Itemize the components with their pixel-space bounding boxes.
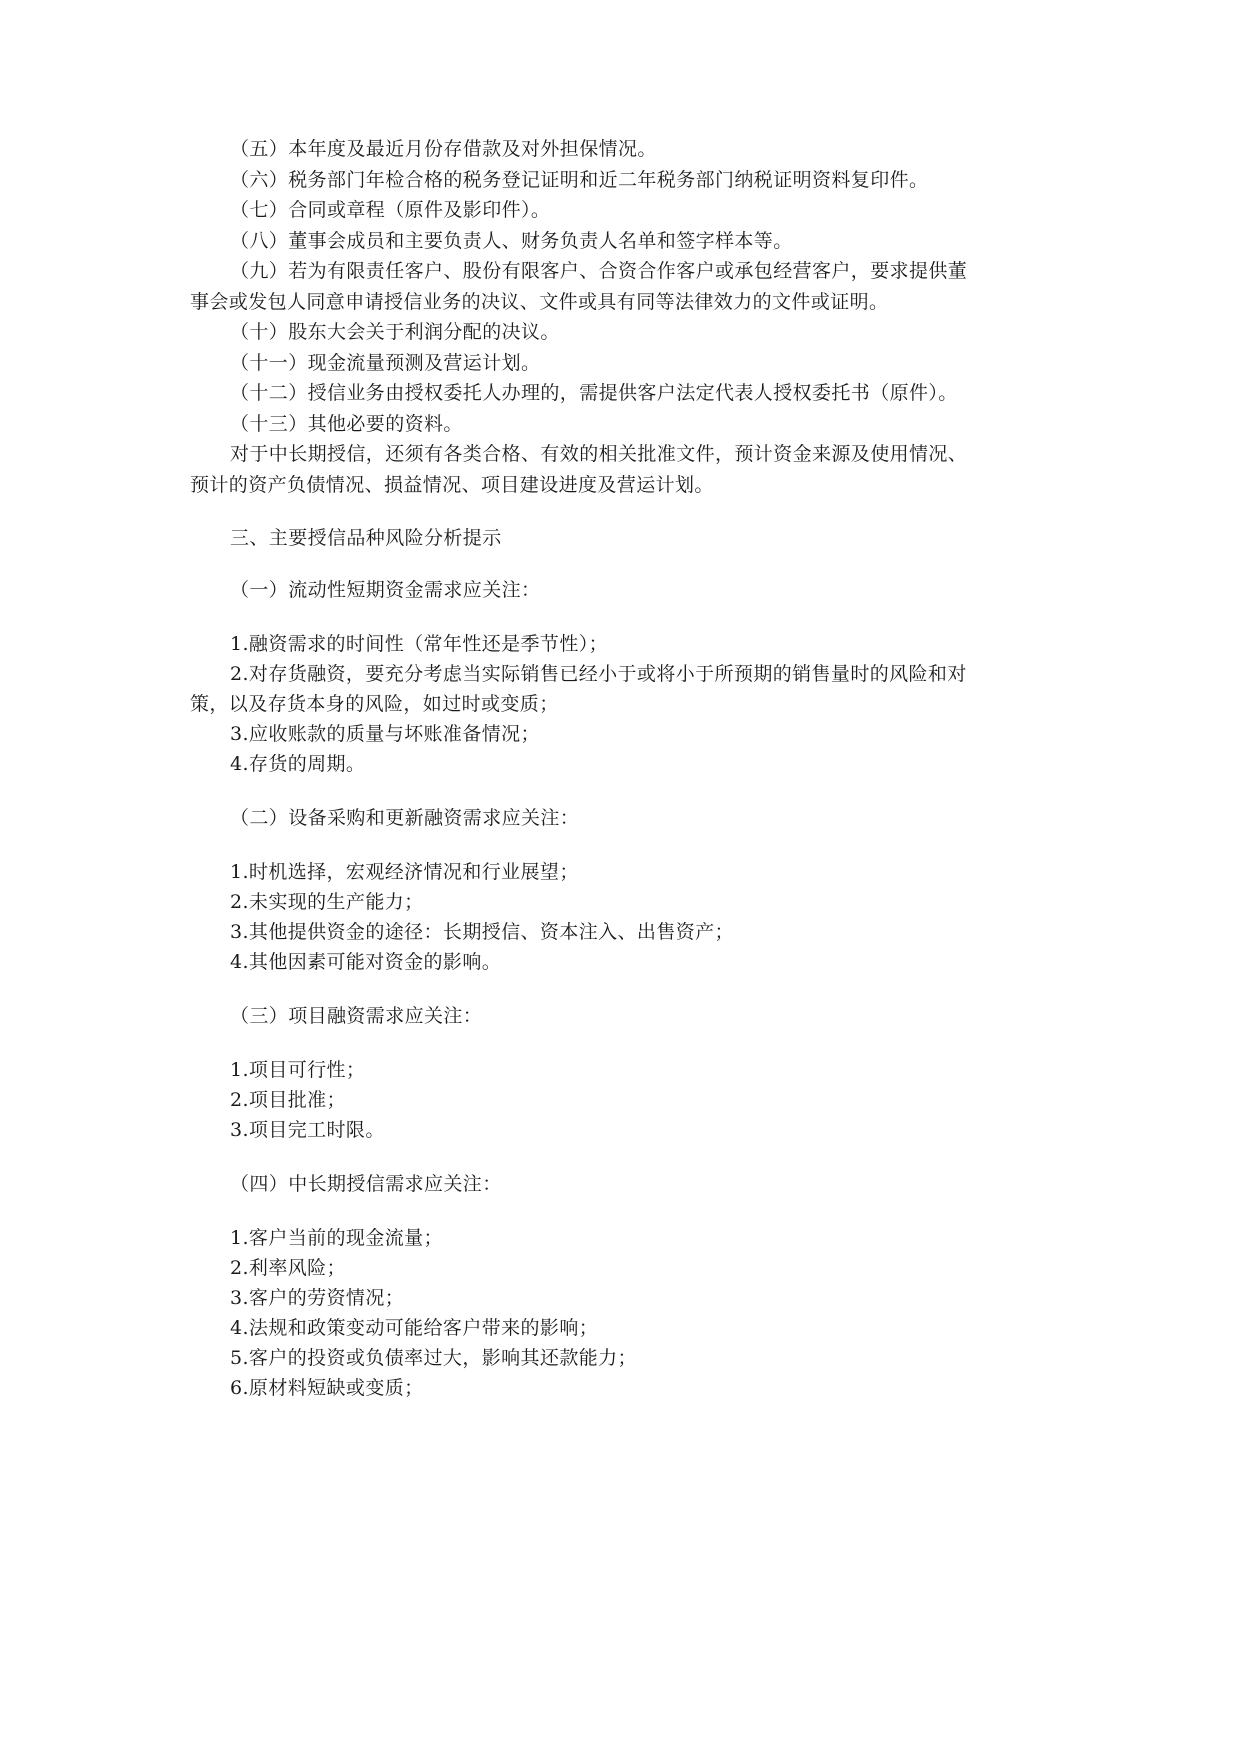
- subsection-heading-3: （三）项目融资需求应关注：: [230, 1005, 483, 1027]
- list-item: 1.时机选择，宏观经济情况和行业展望；: [230, 861, 579, 883]
- list-item: 1.项目可行性；: [230, 1059, 366, 1081]
- list-item: 1.客户当前的现金流量；: [230, 1227, 443, 1249]
- list-item: 2.未实现的生产能力；: [230, 891, 424, 913]
- list-item: 5.客户的投资或负债率过大，影响其还款能力；: [230, 1347, 637, 1369]
- list-item-8: （八）董事会成员和主要负责人、财务负责人名单和签字样本等。: [230, 230, 793, 252]
- paragraph-long-term: 对于中长期授信，还须有各类合格、有效的相关批准文件，预计资金来源及使用情况、: [230, 443, 968, 465]
- list-item-13: （十三）其他必要的资料。: [230, 413, 463, 435]
- list-item-7: （七）合同或章程（原件及影印件）。: [230, 199, 551, 221]
- section-heading: 三、主要授信品种风险分析提示: [230, 527, 502, 549]
- subsection-heading-1: （一）流动性短期资金需求应关注：: [230, 579, 541, 601]
- list-item: 3.客户的劳资情况；: [230, 1287, 405, 1309]
- list-item-continued: 策，以及存货本身的风险，如过时或变质；: [190, 693, 559, 715]
- list-item: 2.利率风险；: [230, 1257, 346, 1279]
- list-item-9: （九）若为有限责任客户、股份有限客户、合资合作客户或承包经营客户，要求提供董: [230, 260, 968, 282]
- subsection-heading-2: （二）设备采购和更新融资需求应关注：: [230, 807, 580, 829]
- document-page: [190, 0, 1060, 1754]
- list-item-10: （十）股东大会关于利润分配的决议。: [230, 321, 560, 343]
- list-item: 3.其他提供资金的途径：长期授信、资本注入、出售资产；: [230, 921, 734, 943]
- list-item-9-continued: 事会或发包人同意申请授信业务的决议、文件或具有同等法律效力的文件或证明。: [190, 291, 889, 313]
- paragraph-long-term-continued: 预计的资产负债情况、损益情况、项目建设进度及营运计划。: [190, 474, 714, 496]
- list-item: 3.应收账款的质量与坏账准备情况；: [230, 723, 540, 745]
- list-item: 2.项目批准；: [230, 1089, 346, 1111]
- subsection-heading-4: （四）中长期授信需求应关注：: [230, 1173, 502, 1195]
- list-item: 6.原材料短缺或变质；: [230, 1377, 424, 1399]
- list-item-5: （五）本年度及最近月份存借款及对外担保情况。: [230, 138, 657, 160]
- list-item-12: （十二）授信业务由授权委托人办理的，需提供客户法定代表人授权委托书（原件）。: [230, 382, 958, 404]
- list-item: 4.存货的周期。: [230, 753, 366, 775]
- list-item: 1.融资需求的时间性（常年性还是季节性）；: [230, 633, 609, 655]
- list-item-11: （十一）现金流量预测及营运计划。: [230, 352, 541, 374]
- list-item: 2.对存货融资，要充分考虑当实际销售已经小于或将小于所预期的销售量时的风险和对: [230, 663, 967, 685]
- list-item-6: （六）税务部门年检合格的税务登记证明和近二年税务部门纳税证明资料复印件。: [230, 169, 929, 191]
- list-item: 4.其他因素可能对资金的影响。: [230, 951, 502, 973]
- list-item: 3.项目完工时限。: [230, 1119, 385, 1141]
- list-item: 4.法规和政策变动可能给客户带来的影响；: [230, 1317, 599, 1339]
